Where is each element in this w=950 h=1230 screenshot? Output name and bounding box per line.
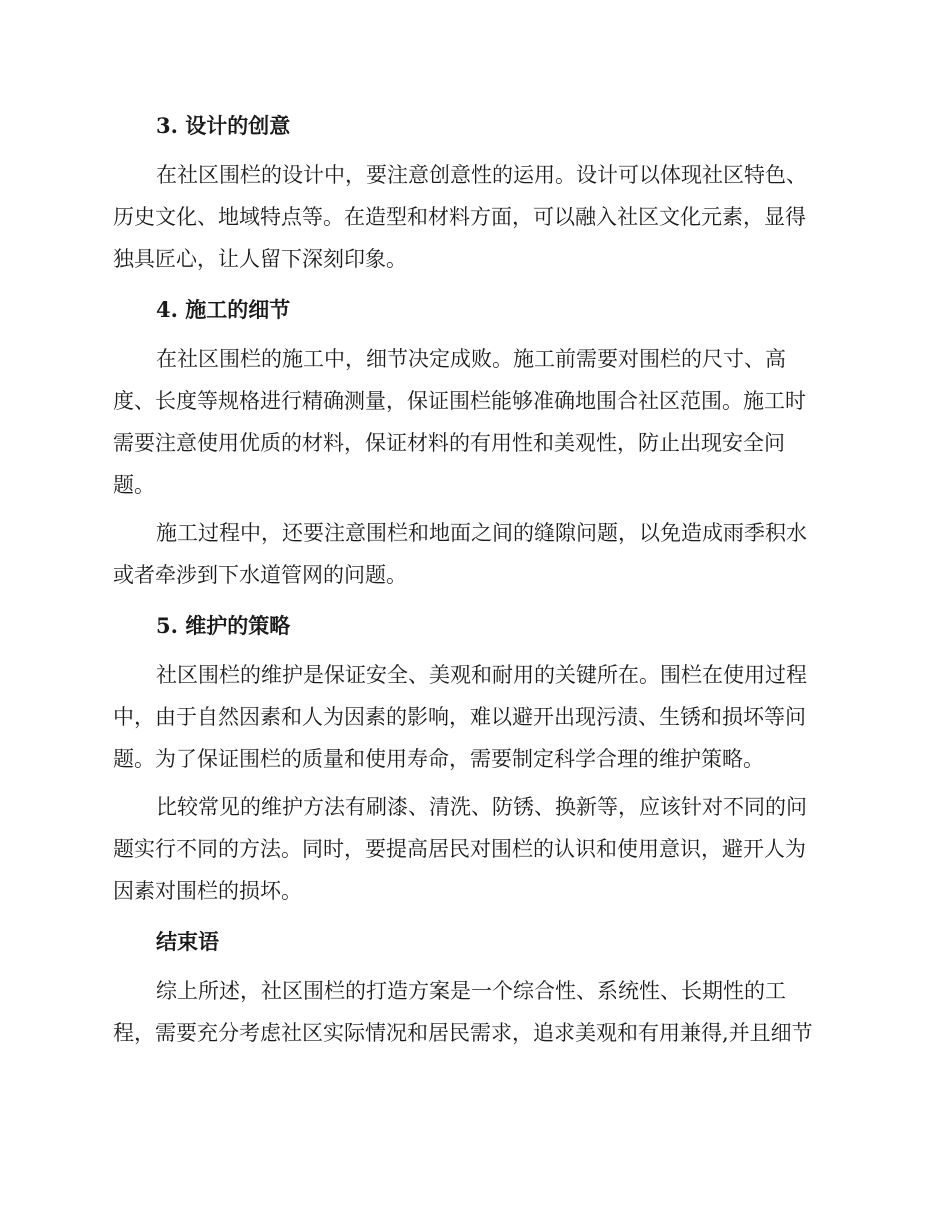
text-line: 施工过程中，还要注意围栏和地面之间的缝隙问题，以免造成雨季积水	[156, 521, 807, 545]
text-line: 题。	[113, 473, 155, 497]
section-heading-maintenance-strategy: 5. 维护的策略	[156, 613, 291, 638]
text-line: 社区围栏的维护是保证安全、美观和耐用的关键所在。围栏在使用过程	[156, 663, 807, 687]
text-line: 因素对围栏的损坏。	[113, 879, 302, 903]
text-line: 度、长度等规格进行精确测量，保证围栏能够准确地围合社区范围。施工时	[113, 389, 806, 413]
text-line: 题。为了保证围栏的质量和使用寿命，需要制定科学合理的维护策略。	[113, 747, 764, 771]
section-heading-design-creativity: 3. 设计的创意	[156, 113, 291, 138]
text-line: 综上所述，社区围栏的打造方案是一个综合性、系统性、长期性的工	[156, 979, 786, 1003]
text-line: 中，由于自然因素和人为因素的影响，难以避开出现污渍、生锈和损坏等问	[113, 705, 806, 729]
paragraph-conclusion	[113, 970, 835, 1054]
document-body	[113, 104, 835, 1054]
text-line: 比较常见的维护方法有刷漆、清洗、防锈、换新等，应该针对不同的问	[156, 795, 807, 819]
text-line: 在社区围栏的施工中，细节决定成败。施工前需要对围栏的尺寸、高	[156, 347, 786, 371]
paragraph-construction-details-2	[113, 512, 835, 596]
text-line: 需要注意使用优质的材料，保证材料的有用性和美观性，防止出现安全问	[113, 431, 785, 455]
section-heading-conclusion: 结束语	[156, 929, 219, 954]
text-line: 或者牵涉到下水道管网的问题。	[113, 563, 407, 587]
section-heading-construction-details: 4. 施工的细节	[156, 297, 291, 322]
text-line: 历史文化、地域特点等。在造型和材料方面，可以融入社区文化元素，显得	[113, 205, 806, 229]
text-line: 程，需要充分考虑社区实际情况和居民需求，追求美观和有用兼得,并且细节	[113, 1021, 813, 1045]
paragraph-maintenance-strategy-1	[113, 654, 835, 780]
paragraph-maintenance-strategy-2	[113, 786, 835, 912]
paragraph-construction-details-1	[113, 338, 835, 506]
paragraph-design-creativity	[113, 154, 835, 280]
text-line: 独具匠心，让人留下深刻印象。	[113, 247, 407, 271]
text-line: 题实行不同的方法。同时，要提高居民对围栏的认识和使用意识，避开人为	[113, 837, 806, 861]
text-line: 在社区围栏的设计中，要注意创意性的运用。设计可以体现社区特色、	[156, 163, 807, 187]
